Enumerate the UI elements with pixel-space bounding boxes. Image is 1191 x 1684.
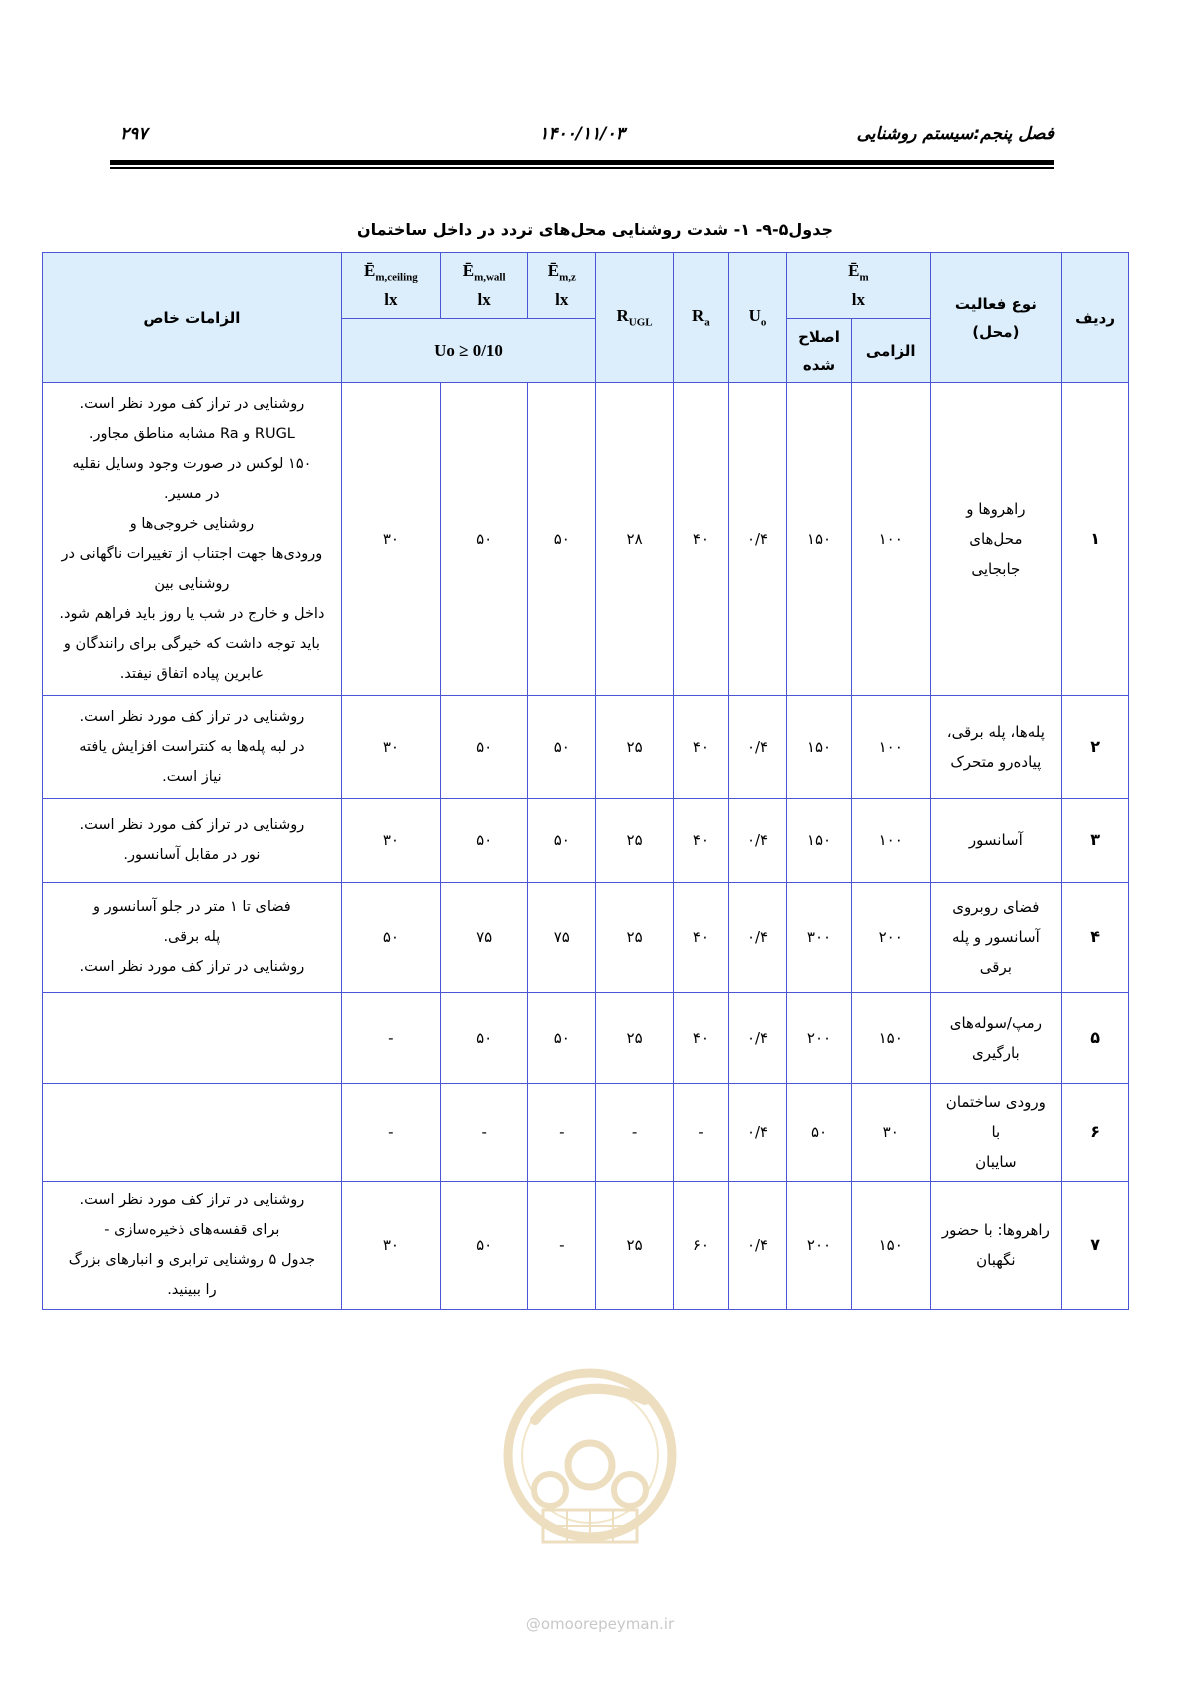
col-em-wall: $Ē_{m,wall}$ lx [440,253,527,319]
col-em-ceiling: $Ē_{m,ceiling}$ lx [341,253,440,319]
uo-cell: ۰/۴ [728,882,786,992]
modified-cell: ۲۰۰ [787,992,852,1083]
mandatory-cell: ۱۵۰ [851,1181,930,1309]
mandatory-cell: ۲۰۰ [851,882,930,992]
activity-line: رمپ/سوله‌های [949,1013,1042,1032]
requirement-line: نور در مقابل آسانسور. [123,847,261,864]
table-row [43,383,1129,696]
ra-cell: ۴۰ [673,882,728,992]
header-date: ۱۴۰۰/۱۱/۰۳ [539,124,625,144]
watermark-seal-icon [495,1340,685,1620]
header-rule-thick [110,160,1054,165]
page-number: ۲۹۷ [120,124,148,144]
activity-cell [930,798,1062,882]
requirements-cell [43,992,342,1083]
row-number: ۷ [1062,1181,1129,1309]
requirement-line: ورودی‌ها جهت اجتناب از تغییرات ناگهانی در [61,546,323,563]
header-rule-thin [110,167,1054,169]
activity-cell [930,696,1062,799]
activity-line: ورودی ساختمان [945,1093,1046,1112]
requirement-line: فضای تا ۱ متر در جلو آسانسور و [93,899,291,916]
em-wall-cell: ۵۰ [440,798,527,882]
em-z-cell: ۷۵ [528,882,596,992]
em-ceiling-cell: ۵۰ [341,882,440,992]
em-wall-cell: ۵۰ [440,992,527,1083]
em-z-cell: ۵۰ [528,798,596,882]
em-wall-cell: ۵۰ [440,383,527,696]
row-number: ۳ [1062,798,1129,882]
activity-line: فضای روبروی [952,898,1040,917]
table-row [43,1084,1129,1182]
uo-cell: ۰/۴ [728,992,786,1083]
col-row-number: ردیف [1062,253,1129,383]
em-z-cell: - [528,1181,596,1309]
requirement-line: جدول ۵ روشنایی ترابری و انبارهای بزرگ [68,1252,316,1269]
table-row [43,798,1129,882]
uo-cell: ۰/۴ [728,798,786,882]
col-ra: $R_a$ [673,253,728,383]
watermark-logo [495,1340,685,1620]
em-z-cell: ۵۰ [528,696,596,799]
watermark-site: @omoorepeyman.ir [525,1615,675,1633]
ra-cell: - [673,1084,728,1182]
modified-cell: ۱۵۰ [787,798,852,882]
row-number: ۶ [1062,1084,1129,1182]
em-z-cell: ۵۰ [528,383,596,696]
em-wall-cell: ۵۰ [440,1181,527,1309]
activity-line: آسانسور [968,831,1023,850]
requirements-cell [43,798,342,882]
activity-line: نگهبان [976,1251,1016,1270]
requirement-line: را ببینید. [167,1282,217,1299]
activity-line: بارگیری [972,1043,1020,1062]
col-activity: نوع فعالیت (محل) [930,253,1062,383]
requirement-line: روشنایی در تراز کف مورد نظر است. [79,396,305,413]
mandatory-cell: ۳۰ [851,1084,930,1182]
col-em-group: $Ē_m$ lx [787,253,930,319]
activity-cell [930,1084,1062,1182]
row-number: ۴ [1062,882,1129,992]
activity-line: برقی [979,958,1012,977]
rugl-cell: - [596,1084,674,1182]
row-number: ۱ [1062,383,1129,696]
rugl-cell: ۲۸ [596,383,674,696]
modified-cell: ۱۵۰ [787,383,852,696]
requirements-cell [43,882,342,992]
ra-cell: ۴۰ [673,798,728,882]
requirement-line: در لبه پله‌ها به کنتراست افزایش یافته [79,738,305,755]
requirement-line: در مسیر. [164,486,220,503]
rugl-cell: ۲۵ [596,882,674,992]
uo-cell: ۰/۴ [728,696,786,799]
col-requirements: الزامات خاص [43,253,342,383]
modified-cell: ۲۰۰ [787,1181,852,1309]
requirement-line: نیاز است. [162,768,222,785]
ra-cell: ۴۰ [673,383,728,696]
activity-cell [930,383,1062,696]
uo-condition: Uo ≥ 0/10 [341,319,595,383]
ra-cell: ۶۰ [673,1181,728,1309]
requirement-line: روشنایی در تراز کف مورد نظر است. [79,959,305,976]
em-wall-cell: - [440,1084,527,1182]
ra-cell: ۴۰ [673,696,728,799]
em-ceiling-cell: ۳۰ [341,696,440,799]
table-body [43,383,1129,1310]
chapter-title: فصل پنجم:سیستم روشنایی [856,124,1054,144]
table-row [43,992,1129,1083]
mandatory-cell: ۱۵۰ [851,992,930,1083]
table-caption: جدول۵-۹- ۱- شدت روشنایی محل‌های تردد در داخل ساختمان [356,220,834,239]
table-row [43,882,1129,992]
activity-cell [930,992,1062,1083]
requirement-line: روشنایی در تراز کف مورد نظر است. [79,817,305,834]
requirements-cell [43,696,342,799]
rugl-cell: ۲۵ [596,1181,674,1309]
activity-line: سایبان [975,1153,1017,1172]
rugl-cell: ۲۵ [596,696,674,799]
uo-cell: ۰/۴ [728,1084,786,1182]
em-z-cell: - [528,1084,596,1182]
page-header [110,124,1054,154]
em-ceiling-cell: - [341,1084,440,1182]
modified-cell: ۱۵۰ [787,696,852,799]
activity-cell [930,1181,1062,1309]
requirement-line: ۱۵۰ لوکس در صورت وجود وسایل نقلیه [72,456,312,473]
activity-line: با [991,1123,1001,1142]
activity-line: جابجایی [971,560,1021,579]
requirement-line: داخل و خارج در شب یا روز باید فراهم شود. [59,606,325,623]
modified-cell: ۳۰۰ [787,882,852,992]
em-ceiling-cell: - [341,992,440,1083]
ra-cell: ۴۰ [673,992,728,1083]
table-row [43,696,1129,799]
em-ceiling-cell: ۳۰ [341,383,440,696]
em-wall-cell: ۷۵ [440,882,527,992]
requirement-line: روشنایی در تراز کف مورد نظر است. [79,708,305,725]
activity-line: راهروها و [966,500,1026,519]
em-ceiling-cell: ۳۰ [341,1181,440,1309]
col-modified: اصلاح شده [787,319,852,383]
activity-line: پیاده‌رو متحرک [950,752,1042,771]
requirement-line: عابرین پیاده اتفاق نیفتد. [119,666,265,683]
mandatory-cell: ۱۰۰ [851,383,930,696]
requirement-line: روشنایی خروجی‌ها و [129,516,255,533]
rugl-cell: ۲۵ [596,798,674,882]
requirement-line: باید توجه داشت که خیرگی برای رانندگان و [63,636,320,653]
col-uo: $U_o$ [728,253,786,383]
requirements-cell [43,1181,342,1309]
col-mandatory: الزامی [851,319,930,383]
activity-line: راهروها: با حضور [941,1221,1050,1240]
rugl-cell: ۲۵ [596,992,674,1083]
requirement-line: روشنایی در تراز کف مورد نظر است. [79,1192,305,1209]
requirement-line: RUGL و Ra مشابه مناطق مجاور. [88,426,295,443]
row-number: ۲ [1062,696,1129,799]
em-wall-cell: ۵۰ [440,696,527,799]
em-z-cell: ۵۰ [528,992,596,1083]
row-number: ۵ [1062,992,1129,1083]
mandatory-cell: ۱۰۰ [851,696,930,799]
illuminance-table [42,252,1129,1310]
activity-line: محل‌های [969,530,1023,549]
requirement-line: برای قفسه‌های ذخیره‌سازی - [104,1222,280,1239]
uo-cell: ۰/۴ [728,1181,786,1309]
mandatory-cell: ۱۰۰ [851,798,930,882]
requirement-line: روشنایی بین [154,576,230,593]
activity-line: آسانسور و پله [951,928,1040,947]
activity-line: پله‌ها، پله برقی، [946,722,1045,741]
modified-cell: ۵۰ [787,1084,852,1182]
col-rugl: $R_{UGL}$ [596,253,674,383]
em-ceiling-cell: ۳۰ [341,798,440,882]
requirements-cell [43,383,342,696]
col-em-z: $Ē_{m,z}$ lx [528,253,596,319]
uo-cell: ۰/۴ [728,383,786,696]
activity-cell [930,882,1062,992]
requirement-line: پله برقی. [163,929,221,946]
requirements-cell [43,1084,342,1182]
table-row [43,1181,1129,1309]
